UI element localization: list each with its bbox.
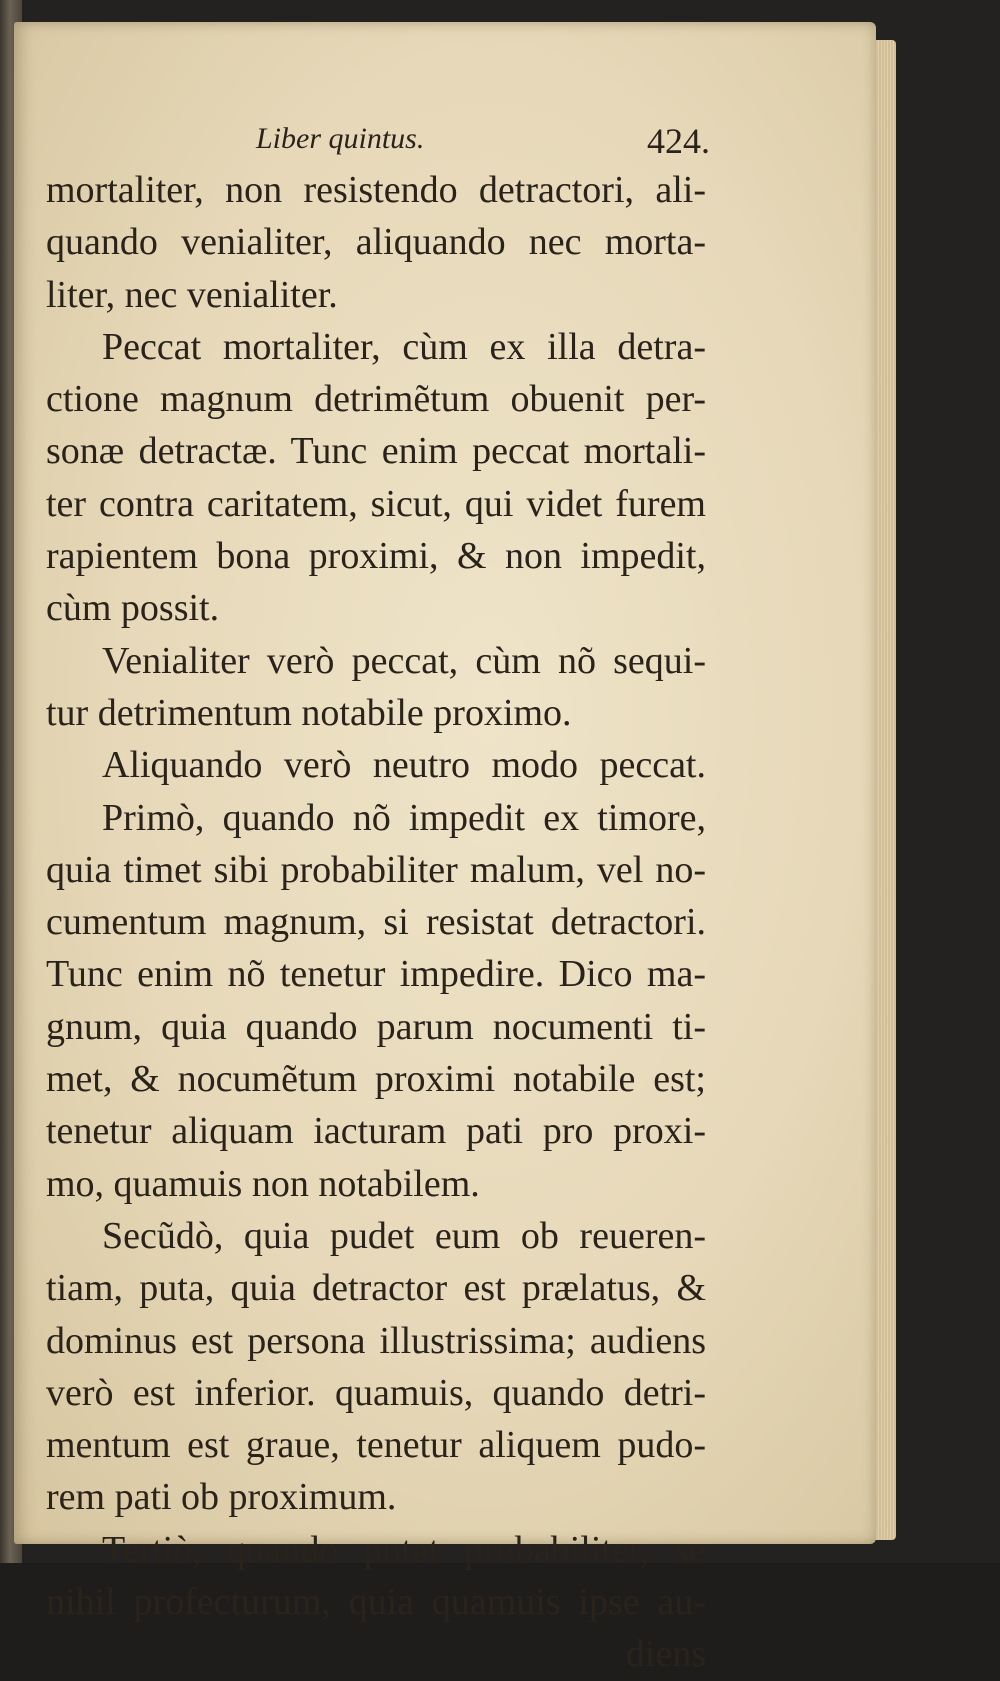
text-line: tur detrimentum notabile proximo. bbox=[46, 691, 572, 734]
text-line: sonæ detractæ. Tunc enim peccat mortali- bbox=[46, 430, 706, 473]
text-line: verò est inferior. quamuis, quando detri- bbox=[46, 1371, 706, 1414]
text-line: Tunc enim nõ tenetur impedire. Dico ma- bbox=[46, 953, 706, 996]
text-line: Tertiò, quando putat probabiliter, se bbox=[102, 1528, 706, 1571]
text-line: Aliquando verò neutro modo peccat. bbox=[102, 744, 706, 787]
text-line: met, & nocumẽtum proximi notabile est; bbox=[46, 1058, 706, 1101]
text-line: cùm possit. bbox=[46, 587, 220, 630]
text-line: cumentum magnum, si resistat detractori. bbox=[46, 901, 706, 944]
text-line: Peccat mortaliter, cùm ex illa detra- bbox=[102, 325, 706, 368]
text-line: ctione magnum detrimẽtum obuenit per- bbox=[46, 378, 706, 421]
text-line: quia timet sibi probabiliter malum, vel no- bbox=[46, 848, 706, 891]
text-line: rem pati ob proximum. bbox=[46, 1476, 397, 1519]
text-line: liter, nec venialiter. bbox=[46, 273, 338, 316]
text-line: tenetur aliquam iacturam pati pro proxi- bbox=[46, 1110, 706, 1153]
text-line: gnum, quia quando parum nocumenti ti- bbox=[46, 1005, 706, 1048]
text-line: tiam, puta, quia detractor est prælatus, & bbox=[46, 1267, 706, 1310]
text-line: Secũdò, quia pudet eum ob reueren- bbox=[102, 1214, 706, 1257]
text-line: dominus est persona illustrissima; audiens bbox=[46, 1319, 706, 1362]
text-line: rapientem bona proximi, & non impedit, bbox=[46, 535, 706, 578]
text-block bbox=[46, 120, 710, 1681]
text-line: mortaliter, non resistendo detractori, ali- bbox=[46, 169, 706, 211]
text-line: mentum est graue, tenetur aliquem pudo- bbox=[46, 1424, 706, 1467]
catchword: diens bbox=[625, 1633, 706, 1676]
text-line: Primò, quando nõ impedit ex timore, bbox=[102, 796, 706, 839]
text-line: nihil profecturum, quia quamuis ipse au- bbox=[46, 1581, 706, 1624]
text-line: Venialiter verò peccat, cùm nõ sequi- bbox=[102, 639, 706, 682]
text-line: quando venialiter, aliquando nec morta- bbox=[46, 221, 706, 264]
running-title: Liber quintus. bbox=[256, 122, 425, 155]
page-header bbox=[46, 120, 710, 164]
page-edges bbox=[874, 40, 896, 1540]
text-line: mo, quamuis non notabilem. bbox=[46, 1162, 480, 1205]
page-number: 424. bbox=[647, 121, 710, 161]
text-line: ter contra caritatem, sicut, qui videt furem bbox=[46, 482, 706, 525]
